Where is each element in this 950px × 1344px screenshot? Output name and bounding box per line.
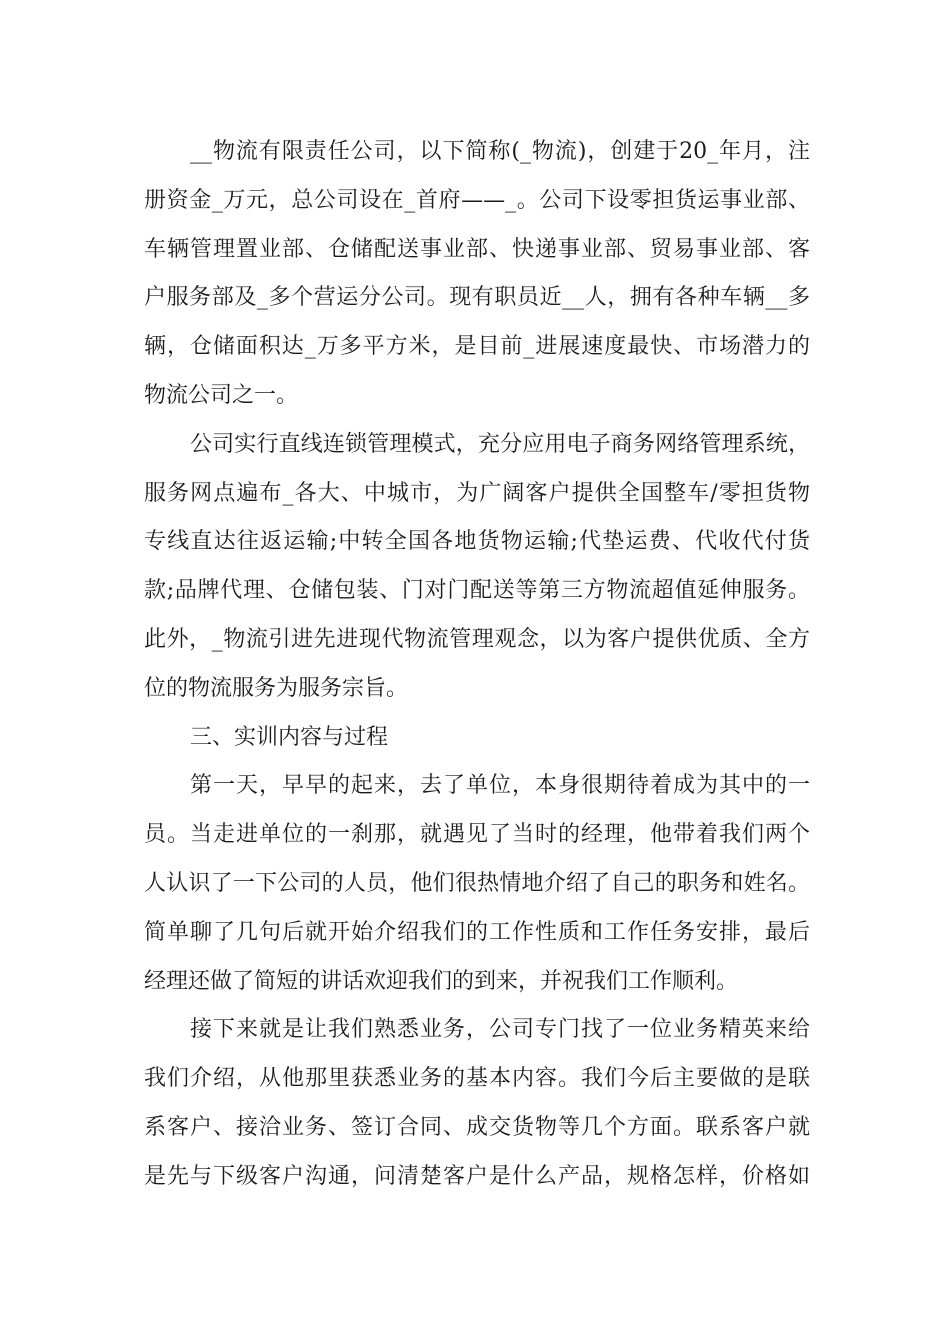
text-line: 员。当走进单位的一刹那，就遇见了当时的经理，他带着我们两个 [144, 822, 810, 848]
text-line: 简单聊了几句后就开始介绍我们的工作性质和工作任务安排，最后 [144, 919, 810, 945]
section-heading: 三、实训内容与过程 [190, 724, 389, 750]
text-line: 我们介绍，从他那里获悉业务的基本内容。我们今后主要做的是联 [144, 1066, 810, 1092]
text-line: 位的物流服务为服务宗旨。 [144, 675, 409, 701]
document-page [144, 128, 810, 1202]
text-line: 专线直达往返运输;中转全国各地货物运输;代垫运费、代收代付货 [144, 529, 810, 555]
text-line: 款;品牌代理、仓储包装、门对门配送等第三方物流超值延伸服务。 [144, 578, 810, 604]
text-line: 物流公司之一。 [144, 382, 299, 408]
text-line: 第一天，早早的起来，去了单位，本身很期待着成为其中的一 [190, 773, 810, 799]
text-line: 户服务部及_多个营运分公司。现有职员近__人，拥有各种车辆__多 [144, 285, 810, 311]
text-line: 辆，仓储面积达_万多平方米，是目前_进展速度最快、市场潜力的 [144, 334, 810, 360]
text-line: 车辆管理置业部、仓储配送事业部、快递事业部、贸易事业部、客 [144, 236, 810, 262]
text-line: 服务网点遍布_各大、中城市，为广阔客户提供全国整车/零担货物 [144, 480, 810, 506]
text-line: 经理还做了简短的讲话欢迎我们的到来，并祝我们工作顺利。 [144, 968, 739, 994]
text-line: 公司实行直线连锁管理模式，充分应用电子商务网络管理系统， [190, 431, 810, 457]
text-line: 此外，_物流引进先进现代物流管理观念，以为客户提供优质、全方 [144, 626, 810, 652]
text-line: 接下来就是让我们熟悉业务，公司专门找了一位业务精英来给 [190, 1017, 810, 1043]
text-line: 系客户、接洽业务、签订合同、成交货物等几个方面。联系客户就 [144, 1114, 810, 1140]
text-line: 人认识了一下公司的人员，他们很热情地介绍了自己的职务和姓名。 [144, 870, 810, 896]
text-line: __物流有限责任公司，以下简称(_物流)，创建于20_年月，注 [190, 139, 810, 164]
text-line: 册资金_万元，总公司设在_首府——_。公司下设零担货运事业部、 [144, 187, 810, 213]
text-line: 是先与下级客户沟通，问清楚客户是什么产品，规格怎样，价格如 [144, 1163, 810, 1189]
